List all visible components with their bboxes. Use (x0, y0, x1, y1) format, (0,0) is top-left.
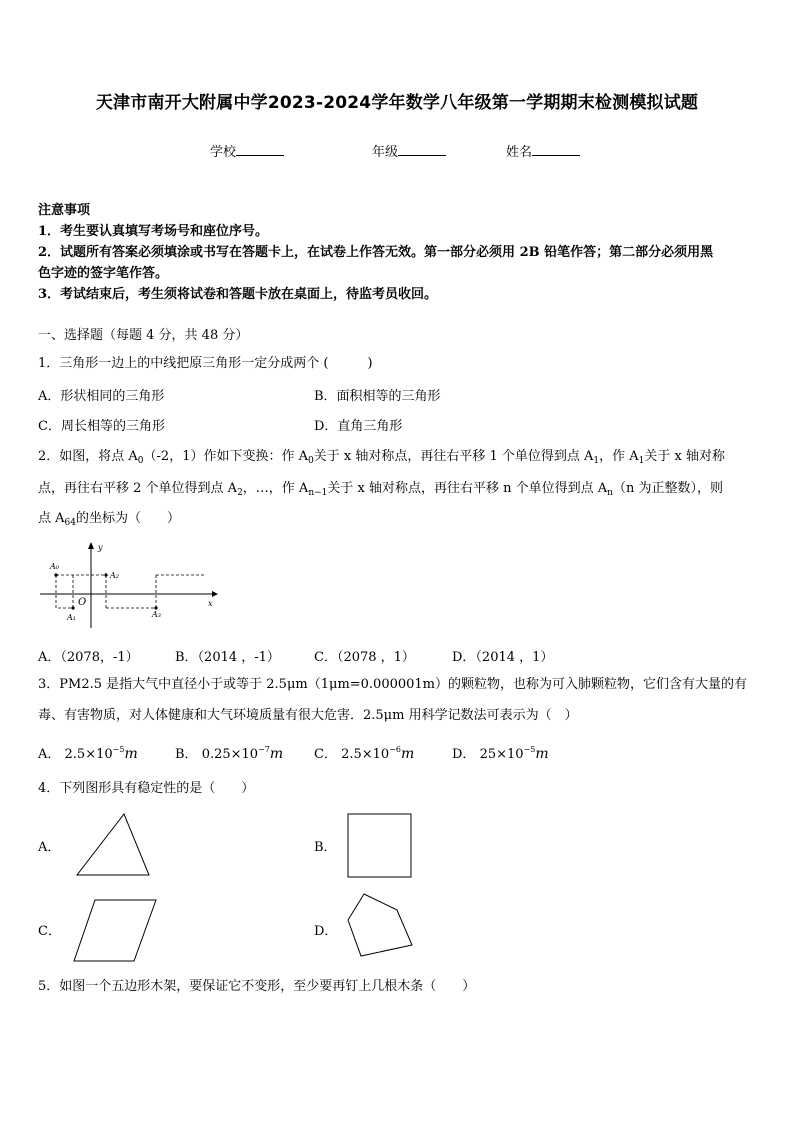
q2-option-c[interactable]: C．（2078 ，1） (314, 650, 415, 665)
q4-pentagon-figure (344, 890, 424, 964)
q1-option-c[interactable]: C．周长相等的三角形 (38, 419, 165, 434)
a2-label: A₂ (110, 571, 119, 580)
point-a2 (104, 573, 107, 576)
point-a1 (71, 606, 74, 609)
q3-option-d[interactable]: D． $25\times 10^{-5}m$ (452, 745, 549, 762)
q2-line1: 2．如图，将点 $A_0(-2$，1）作如下变换：作 $A_0$关于 x 轴对称点，再往右平移 1 个单位得到点 $A_1$，作 $A_1$关于 x 轴对称 (38, 449, 725, 466)
q1-option-b[interactable]: B．面积相等的三角形 (314, 389, 441, 404)
grade-field[interactable]: 年级 (372, 141, 446, 160)
a1-label: A₁ (67, 613, 76, 622)
note-2a: 2．试题所有答案必须填涂或书写在答题卡上，在试卷上作答无效。第一部分必须用 2B 铅笔作答；第二部分必须用黑 (38, 245, 714, 260)
q4-square-figure (344, 810, 416, 882)
page-title: 天津市南开大附属中学2023-2024学年数学八年级第一学期期末检测模拟试题 (95, 93, 699, 113)
q4-option-b[interactable]: B． (314, 840, 337, 855)
note-1: 1．考生要认真填写考场号和座位序号。 (38, 224, 269, 239)
origin-label: O (78, 597, 87, 608)
y-label: y (98, 543, 103, 552)
school-field[interactable]: 学校 (210, 141, 284, 160)
q3-option-a[interactable]: A． $2.5\times 10^{-5}m$ (38, 745, 138, 762)
q4-parallelogram-figure (70, 896, 160, 966)
section-heading: 一、选择题（每题 4 分，共 48 分） (38, 328, 249, 343)
a0-label: A₀ (50, 562, 59, 571)
a3-label: A₃ (152, 610, 161, 619)
note-3: 3．考试结束后，考生须将试卷和答题卡放在桌面上，待监考员收回。 (38, 287, 438, 302)
x-label: x (208, 599, 213, 608)
q2-option-a[interactable]: A．（2078，-1） (38, 650, 139, 665)
q4-option-c[interactable]: C． (38, 924, 61, 939)
notes-heading: 注意事项 (38, 203, 91, 218)
q4-option-a[interactable]: A． (38, 840, 61, 855)
q2-figure (36, 538, 226, 630)
q4-option-d[interactable]: D． (314, 924, 338, 939)
name-field[interactable]: 姓名 (506, 141, 580, 160)
q2-line3: 点 $A_{64}$的坐标为（ ） (38, 511, 180, 528)
x-arrow-icon (212, 591, 218, 597)
q2-option-b[interactable]: B．（2014 ，-1） (175, 650, 280, 665)
q3-option-c[interactable]: C． $2.5\times 10^{-6}m$ (314, 745, 415, 762)
q2-option-d[interactable]: D．（2014 ，1） (452, 650, 554, 665)
q4-stem: 4．下列图形具有稳定性的是（ ） (38, 781, 255, 796)
q3-option-b[interactable]: B． $0.25\times 10^{-7}m$ (175, 745, 284, 762)
q4-triangle-figure (72, 810, 154, 880)
q5-stem: 5．如图一个五边形木架，要保证它不变形，至少要再钉上几根木条（ ） (38, 979, 476, 994)
point-a0 (54, 573, 57, 576)
q2-line2: 点，再往右平移 2 个单位得到点 $A_2$，…，作 $A_{n-1}$关于 x 轴对称点，再往右平移 n 个单位得到点 $A_n(n$ 为正整数），则 (38, 481, 723, 498)
q3-line1: 3．PM2.5 是指大气中直径小于或等于 2.5μm（1μm=0.000001m）的颗粒物，也称为可入肺颗粒物，它们含有大量的有 (38, 677, 748, 692)
q1-stem: 1．三角形一边上的中线把原三角形一定分成两个 ( ) (38, 356, 373, 371)
q3-line2: 毒、有害物质，对人体健康和大气环境质量有很大危害．2.5μm 用科学记数法可表示为（ ） (38, 708, 578, 723)
q1-option-a[interactable]: A．形状相同的三角形 (38, 389, 165, 404)
q1-option-d[interactable]: D．直角三角形 (314, 419, 403, 434)
note-2b: 色字迹的签字笔作答。 (38, 266, 169, 281)
y-arrow-icon (88, 542, 94, 549)
